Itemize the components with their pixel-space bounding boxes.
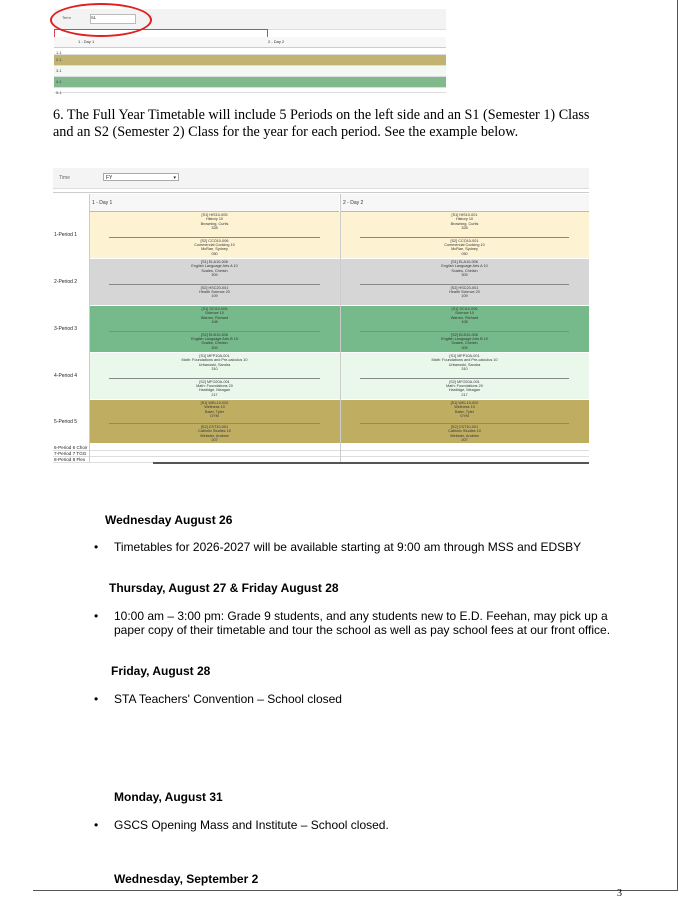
class-detail-line: 108 bbox=[211, 320, 218, 325]
class-detail-line: Warren, Richard bbox=[450, 315, 479, 320]
period-label: 4-Period 4 bbox=[54, 373, 78, 379]
class-detail-line: 309 bbox=[211, 273, 218, 278]
period-row bbox=[53, 259, 589, 306]
semester-class-s2 bbox=[340, 333, 589, 351]
class-detail-line: Math: Foundations 20 bbox=[196, 383, 233, 388]
period-row bbox=[53, 306, 589, 353]
mini-row bbox=[54, 77, 446, 88]
class-cell[interactable] bbox=[89, 259, 340, 305]
class-detail-line: Catholic Studies 10 bbox=[198, 429, 231, 434]
class-detail-line: Science 10 bbox=[455, 311, 474, 316]
semester-class-s1 bbox=[340, 401, 589, 419]
semester-class-s1 bbox=[340, 354, 589, 372]
class-detail-line: Urbanoski, Sandra bbox=[448, 362, 481, 367]
mini-row bbox=[54, 48, 446, 55]
class-cell[interactable] bbox=[340, 212, 589, 258]
class-detail-line: [S1] HIS10-001 bbox=[451, 213, 478, 217]
extra-period-label: 7-Period 7 TGG bbox=[54, 451, 87, 456]
class-detail-line: Scales, Chelsin bbox=[451, 341, 478, 346]
day1-header-label: 1 - Day 1 bbox=[92, 200, 113, 206]
class-detail-line: [S2] MFO20A-001 bbox=[199, 379, 230, 384]
semester-class-s2 bbox=[340, 380, 589, 398]
class-detail-line: Baier, Tyler bbox=[455, 409, 474, 414]
class-detail-line: English Language Arts B 10 bbox=[191, 336, 238, 341]
class-cell[interactable] bbox=[340, 306, 589, 352]
period-row bbox=[53, 400, 589, 444]
class-detail-line: Browning, Curtis bbox=[450, 221, 479, 226]
semester-divider bbox=[109, 237, 320, 238]
class-detail-line: Wellness 10 bbox=[454, 405, 475, 410]
period-label: 5-Period 5 bbox=[54, 418, 78, 425]
semester-divider bbox=[109, 331, 320, 332]
mini-term-value: S1 bbox=[91, 15, 96, 20]
schedule-bullet bbox=[94, 692, 614, 706]
class-detail-line: [S2] ELB10-006 bbox=[201, 332, 228, 337]
class-detail-line: English Language Arts A 10 bbox=[441, 264, 488, 269]
schedule-heading: Thursday, August 27 & Friday August 28 bbox=[109, 581, 339, 595]
class-detail-line: Commercial Cooking 10 bbox=[194, 242, 235, 247]
page-number: 3 bbox=[617, 888, 622, 899]
class-cell[interactable] bbox=[340, 400, 589, 443]
class-detail-line: English Language Arts B 10 bbox=[441, 336, 488, 341]
class-detail-line: Hardidge, Meagan bbox=[198, 388, 231, 393]
class-detail-line: [S1] SCI10-006 bbox=[201, 307, 228, 311]
class-detail-line: Wellness 10 bbox=[204, 405, 225, 410]
mini-row-label: 3-1 bbox=[56, 68, 62, 73]
bullet-icon: • bbox=[94, 609, 99, 623]
class-cell[interactable] bbox=[89, 212, 340, 258]
mini-day2-header: 2 - Day 2 bbox=[268, 39, 285, 44]
extra-period-label: 6-Period 6 Choir bbox=[54, 445, 88, 450]
class-detail-line: [S1] MFP10A-001 bbox=[449, 354, 480, 358]
class-detail-line: [S2] CST10-001 bbox=[450, 425, 479, 429]
schedule-heading: Wednesday August 26 bbox=[105, 513, 233, 527]
semester-class-s1 bbox=[89, 260, 340, 278]
mini-row-label: 5-1 bbox=[56, 90, 62, 95]
scrollbar-track[interactable] bbox=[153, 462, 589, 464]
class-detail-line: [S2] HSC20-001 bbox=[200, 285, 229, 290]
class-detail-line: Hardidge, Meagan bbox=[448, 388, 481, 393]
class-detail-line: Scales, Chelsin bbox=[201, 268, 228, 273]
class-detail-line: 309 bbox=[461, 345, 468, 350]
class-detail-line: 109 bbox=[211, 294, 218, 299]
period-label: 3-Period 3 bbox=[54, 326, 78, 332]
semester-class-s2 bbox=[89, 239, 340, 257]
bullet-icon: • bbox=[94, 818, 99, 832]
semester-class-s2 bbox=[89, 333, 340, 351]
class-detail-line: [S1] SCI10-006 bbox=[451, 307, 478, 311]
timetable-toolbar bbox=[53, 168, 589, 189]
semester-class-s1 bbox=[89, 213, 340, 231]
schedule-bullet-text: STA Teachers' Convention – School closed bbox=[114, 692, 342, 706]
class-cell[interactable] bbox=[340, 353, 589, 399]
instruction-paragraph-6: 6. The Full Year Timetable will include 5 Periods on the left side and an S1 (Semester 1) Class and an S2 (Semester 2) Class for the year for each period. See the example below. bbox=[53, 107, 590, 140]
class-detail-line: GYM bbox=[210, 414, 219, 419]
class-cell[interactable] bbox=[89, 306, 340, 352]
class-detail-line: 050 bbox=[461, 251, 468, 256]
mini-row-label: 1-1 bbox=[56, 50, 62, 55]
mini-row bbox=[54, 55, 446, 66]
semester-divider bbox=[360, 237, 569, 238]
class-detail-line: McRae, Sydney bbox=[201, 247, 228, 252]
class-detail-line: Warren, Richard bbox=[200, 315, 229, 320]
semester-divider bbox=[109, 378, 320, 379]
class-detail-line: History 10 bbox=[455, 217, 474, 222]
term-select-value: FY bbox=[106, 175, 113, 181]
time-label: Time bbox=[59, 175, 70, 181]
period-label: 2-Period 2 bbox=[54, 279, 78, 285]
period-label: 1-Period 1 bbox=[54, 232, 78, 238]
mini-header bbox=[54, 37, 446, 48]
schedule-bullet-text: Timetables for 2026-2027 will be available starting at 9:00 am through MSS and EDSBY bbox=[114, 540, 582, 554]
class-detail-line: 108 bbox=[461, 320, 468, 325]
class-detail-line: Math: Foundations and Pre-calculus 10 bbox=[181, 358, 248, 363]
class-detail-line: Math: Foundations and Pre-calculus 10 bbox=[431, 358, 498, 363]
class-detail-line: Scales, Chelsin bbox=[201, 341, 228, 346]
semester-class-s2 bbox=[340, 286, 589, 299]
class-detail-line: [S1] ELA10-006 bbox=[451, 260, 478, 264]
semester-class-s2 bbox=[89, 425, 340, 443]
class-detail-line: 310 bbox=[461, 367, 468, 372]
class-detail-line: 328 bbox=[211, 226, 218, 231]
class-detail-line: Scales, Chelsin bbox=[451, 268, 478, 273]
class-detail-line: History 10 bbox=[205, 217, 224, 222]
day2-column-header bbox=[340, 194, 589, 212]
class-detail-line: Health Science 20 bbox=[199, 289, 230, 294]
mini-day1-header: 1 - Day 1 bbox=[78, 39, 95, 44]
class-detail-line: Baier, Tyler bbox=[205, 409, 224, 414]
class-detail-line: GYM bbox=[460, 414, 469, 419]
schedule-heading: Friday, August 28 bbox=[111, 664, 211, 678]
mini-row bbox=[54, 88, 446, 93]
semester-class-s2 bbox=[89, 286, 340, 299]
class-detail-line: 207 bbox=[211, 438, 218, 443]
day1-column-header bbox=[89, 194, 339, 212]
schedule-heading: Wednesday, September 2 bbox=[114, 872, 259, 886]
class-detail-line: 207 bbox=[461, 438, 468, 443]
period-row bbox=[53, 353, 589, 400]
schedule-bullet-text: 10:00 am – 3:00 pm: Grade 9 students, and any students new to E.D. Feehan, may pick up a paper copy of their timetable and tour the school as well as pay school fees at our front office. bbox=[114, 609, 611, 637]
class-detail-line: [S1] WEL10-002 bbox=[200, 401, 229, 405]
class-detail-line: [S2] ELB10-006 bbox=[451, 332, 478, 337]
semester-class-s1 bbox=[340, 213, 589, 231]
class-detail-line: McRae, Sydney bbox=[451, 247, 478, 252]
class-detail-line: Urbanoski, Sandra bbox=[198, 362, 231, 367]
class-detail-line: [S2] CCO10-006 bbox=[200, 238, 229, 243]
semester-class-s1 bbox=[340, 260, 589, 278]
schedule-bullet bbox=[94, 540, 614, 554]
class-cell[interactable] bbox=[89, 400, 340, 443]
class-cell[interactable] bbox=[340, 259, 589, 305]
semester-divider bbox=[360, 378, 569, 379]
class-detail-line: [S1] HIS10-005 bbox=[201, 213, 228, 217]
bullet-icon: • bbox=[94, 692, 99, 706]
class-detail-line: Browning, Curtis bbox=[200, 221, 229, 226]
chevron-down-icon: ▾ bbox=[173, 175, 176, 181]
mini-row-label: 4-1 bbox=[56, 79, 62, 84]
column-divider bbox=[340, 194, 341, 462]
class-detail-line: 217 bbox=[461, 392, 468, 397]
mini-term-label: Term bbox=[62, 15, 71, 20]
schedule-bullet bbox=[94, 609, 619, 637]
schedule-heading: Monday, August 31 bbox=[114, 790, 223, 804]
class-detail-line: 309 bbox=[211, 345, 218, 350]
class-cell[interactable] bbox=[89, 353, 340, 399]
semester-divider bbox=[360, 284, 569, 285]
semester-divider bbox=[360, 423, 569, 424]
class-detail-line: English Language Arts A 10 bbox=[191, 264, 238, 269]
class-detail-line: Webster, Andrew bbox=[200, 433, 229, 438]
class-detail-line: [S1] ELA10-006 bbox=[201, 260, 228, 264]
bullet-icon: • bbox=[94, 540, 99, 554]
class-detail-line: [S2] CCO10-001 bbox=[450, 238, 479, 243]
class-detail-line: 050 bbox=[211, 251, 218, 256]
full-year-timetable bbox=[53, 168, 589, 464]
term-select[interactable] bbox=[103, 173, 179, 181]
semester-class-s2 bbox=[340, 239, 589, 257]
class-detail-line: Health Science 20 bbox=[449, 289, 480, 294]
semester-divider bbox=[109, 284, 320, 285]
extra-period-label: 8-Period 8 Flex bbox=[54, 457, 86, 462]
class-detail-line: Math: Foundations 20 bbox=[446, 383, 483, 388]
class-detail-line: [S2] MFO20A-001 bbox=[449, 379, 480, 384]
schedule-bullet-text: GSCS Opening Mass and Institute – School closed. bbox=[114, 818, 389, 832]
semester-class-s2 bbox=[89, 380, 340, 398]
semester-class-s1 bbox=[89, 354, 340, 372]
class-detail-line: Catholic Studies 10 bbox=[448, 429, 481, 434]
class-detail-line: Webster, Andrew bbox=[450, 433, 479, 438]
class-detail-line: 310 bbox=[211, 367, 218, 372]
red-annotation-circle bbox=[50, 3, 152, 37]
column-divider bbox=[89, 194, 90, 462]
class-detail-line: [S2] HSC20-001 bbox=[450, 285, 479, 290]
semester-divider bbox=[360, 331, 569, 332]
grid-top-line bbox=[53, 192, 589, 193]
class-detail-line: [S2] CST10-001 bbox=[200, 425, 229, 429]
period-row bbox=[53, 212, 589, 259]
class-detail-line: 309 bbox=[461, 273, 468, 278]
semester-class-s1 bbox=[89, 401, 340, 419]
class-detail-line: 217 bbox=[211, 392, 218, 397]
class-detail-line: [S1] MFP10A-001 bbox=[199, 354, 230, 358]
class-detail-line: [S1] WEL10-002 bbox=[450, 401, 479, 405]
class-detail-line: 109 bbox=[461, 294, 468, 299]
semester-class-s1 bbox=[89, 307, 340, 325]
mini-row bbox=[54, 66, 446, 77]
semester-divider bbox=[109, 423, 320, 424]
semester-class-s1 bbox=[340, 307, 589, 325]
schedule-bullet bbox=[94, 818, 614, 832]
mini-row-label: 2-1 bbox=[56, 57, 62, 62]
semester-class-s2 bbox=[340, 425, 589, 443]
class-detail-line: 328 bbox=[461, 226, 468, 231]
day2-header-label: 2 - Day 2 bbox=[343, 200, 364, 206]
class-detail-line: Commercial Cooking 10 bbox=[444, 242, 485, 247]
class-detail-line: Science 10 bbox=[205, 311, 224, 316]
